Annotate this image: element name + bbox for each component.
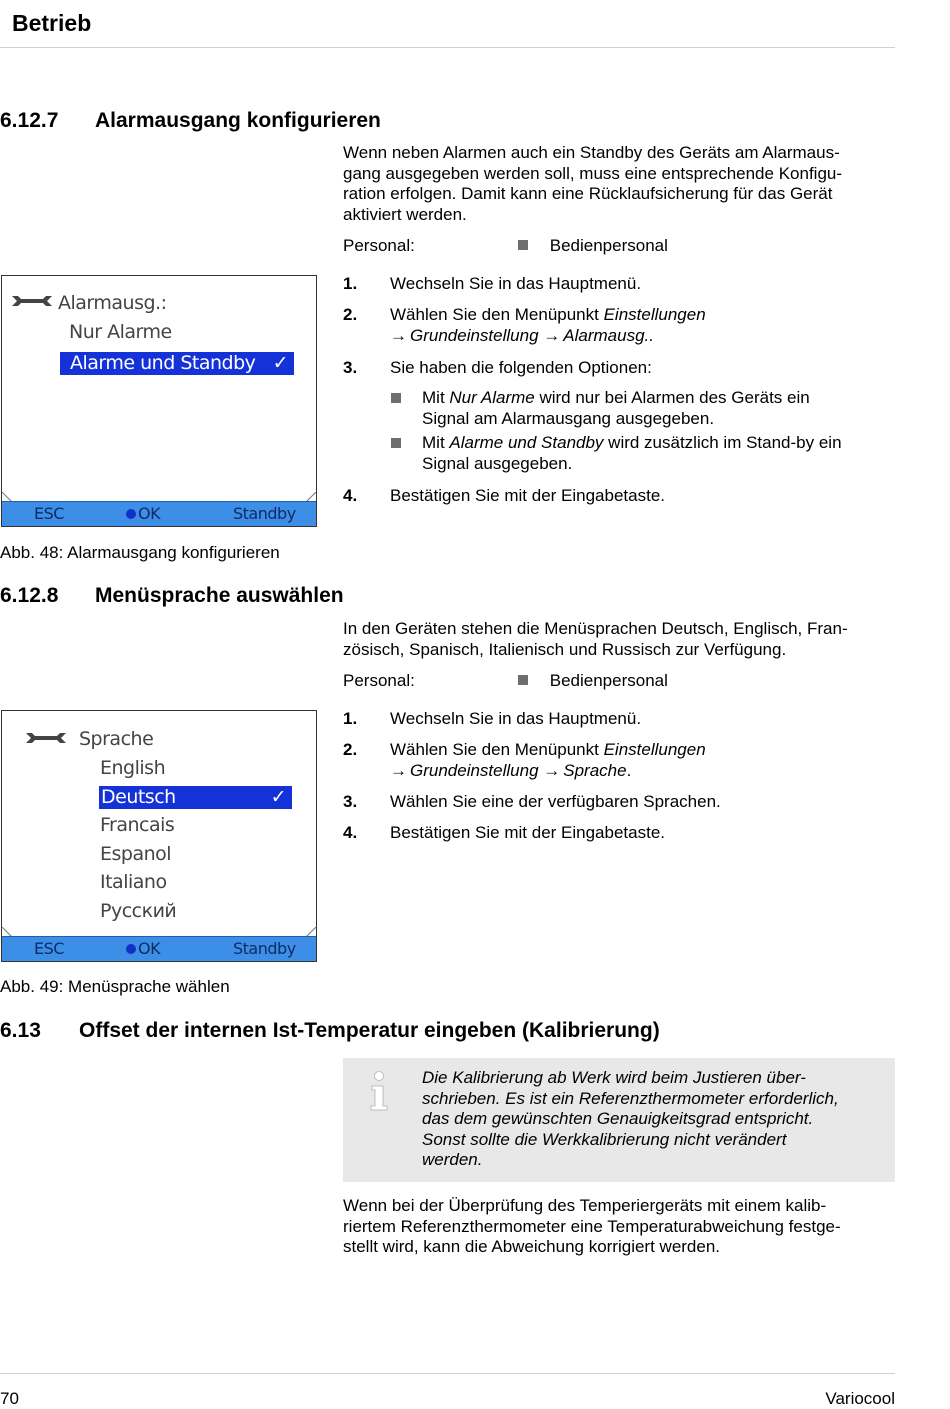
intro-line: aktiviert werden. xyxy=(343,204,467,224)
section-title: Offset der internen Ist-Temperatur eingeben (Kalibrierung) xyxy=(79,1019,660,1042)
menu-path-item: Sprache xyxy=(563,760,627,780)
option-text xyxy=(422,433,892,474)
step-text: Bestätigen Sie mit der Eingabetaste. xyxy=(390,823,665,842)
info-icon xyxy=(367,1070,391,1112)
menu-path-item: Alarmausg. xyxy=(563,325,650,345)
personal-value xyxy=(518,236,668,256)
menu-path-item: Grundeinstellung xyxy=(410,760,539,780)
intro-line: In den Geräten stehen die Menüsprachen Deutsch, Englisch, Fran- xyxy=(343,619,848,638)
menu-path-item: Einstellungen xyxy=(603,305,706,324)
language-option: Русский xyxy=(100,900,177,922)
arrow-right-icon: → xyxy=(543,760,561,780)
softkey-esc[interactable]: ESC xyxy=(34,939,64,958)
personal-label: Personal: xyxy=(343,236,415,255)
step-text: Wechseln Sie in das Hauptmenü. xyxy=(390,709,642,728)
menu-path-item: Grundeinstellung xyxy=(410,325,539,345)
step-text: Bestätigen Sie mit der Eingabetaste. xyxy=(390,486,665,505)
figure-caption: Abb. 48: Alarmausgang konfigurieren xyxy=(0,543,280,562)
ok-dot-icon xyxy=(126,509,136,519)
step-number: 1. xyxy=(343,274,358,293)
screen-title: Alarmausg.: xyxy=(58,292,167,314)
intro-line: zösisch, Spanisch, Italienisch und Russisch zur Verfügung. xyxy=(343,639,787,659)
ok-dot-icon xyxy=(126,944,136,954)
section-number: 6.13 xyxy=(0,1019,41,1042)
language-option: Italiano xyxy=(100,871,167,893)
step-text: Wählen Sie den Menüpunkt Einstellungen → Grundeinstellung → Sprache. xyxy=(390,740,706,780)
option-name: Alarme und Standby xyxy=(449,433,604,452)
screen-title: Sprache xyxy=(79,728,154,750)
step-text-part: Wählen Sie den Menüpunkt xyxy=(390,305,604,324)
section-title: Alarmausgang konfigurieren xyxy=(95,109,381,132)
softkey-standby[interactable]: Standby xyxy=(233,504,296,523)
step-text: Wählen Sie den Menüpunkt Einstellungen → Grundeinstellung → Alarmausg.. xyxy=(390,305,706,345)
screen-option: Nur Alarme xyxy=(69,321,172,343)
personal-value xyxy=(518,671,668,691)
bullet-square-icon xyxy=(391,438,401,448)
body-line: riertem Referenzthermometer eine Temperaturabweichung festge- xyxy=(343,1216,841,1236)
personal-value-text: Bedienpersonal xyxy=(549,671,668,690)
section-number: 6.12.7 xyxy=(0,109,59,132)
section-6-12-7-heading xyxy=(0,109,381,133)
softkey-ok[interactable] xyxy=(126,939,160,958)
section-6-13-heading xyxy=(0,1019,660,1043)
note-line: Die Kalibrierung ab Werk wird beim Justieren über- xyxy=(422,1068,806,1087)
step-text: Wechseln Sie in das Hauptmenü. xyxy=(390,274,642,293)
softkey-ok-label: OK xyxy=(138,939,161,958)
section-6-12-8-heading xyxy=(0,584,344,608)
product-name: Variocool xyxy=(825,1389,895,1408)
language-option: Espanol xyxy=(100,843,172,865)
footer-rule xyxy=(0,1373,895,1374)
softkey-ok[interactable] xyxy=(126,504,160,523)
intro-line: ration erfolgen. Damit kann eine Rücklaufsicherung für das Gerät xyxy=(343,184,833,203)
step-text-part: Wählen Sie den Menüpunkt xyxy=(390,740,604,759)
intro-line: Wenn neben Alarmen auch ein Standby des Geräts am Alarmaus- xyxy=(343,143,840,162)
page-header-title: Betrieb xyxy=(12,10,92,36)
wrench-icon xyxy=(24,730,68,746)
step-number: 4. xyxy=(343,486,358,505)
info-note-text xyxy=(422,1068,887,1171)
note-line: schrieben. Es ist ein Referenzthermometer erforderlich, xyxy=(422,1088,839,1108)
option-pre: Mit xyxy=(422,388,450,407)
screen-option-selected xyxy=(60,352,294,375)
note-line: werden. xyxy=(422,1150,483,1169)
device-screen-alarm xyxy=(1,275,317,527)
option-post: Signal am Alarmausgang ausgegeben. xyxy=(422,408,715,428)
info-note-box xyxy=(343,1058,895,1182)
selected-label: Alarme und Standby xyxy=(70,352,256,374)
step-number: 2. xyxy=(343,305,358,324)
language-option: Francais xyxy=(100,814,175,836)
checkmark-icon: ✓ xyxy=(272,352,288,374)
figure-caption: Abb. 49: Menüsprache wählen xyxy=(0,977,230,996)
section-6-12-7-intro xyxy=(343,143,903,225)
option-pre: Mit xyxy=(422,433,450,452)
header-rule xyxy=(0,47,895,48)
option-post: wird zusätzlich im Stand-by ein xyxy=(603,433,842,452)
selected-label: Deutsch xyxy=(101,786,176,808)
note-line: das dem gewünschten Genauigkeitsgrad entspricht. xyxy=(422,1109,814,1128)
arrow-right-icon: → xyxy=(390,325,407,345)
option-text xyxy=(422,388,892,429)
softkey-ok-label: OK xyxy=(138,504,161,523)
language-option-selected xyxy=(99,786,292,809)
section-6-13-body xyxy=(343,1196,903,1258)
menu-path-item: Einstellungen xyxy=(603,740,706,759)
step-number: 2. xyxy=(343,740,358,759)
softkey-bar xyxy=(2,501,316,526)
option-name: Nur Alarme xyxy=(449,388,535,407)
option-post: wird nur bei Alarmen des Geräts ein xyxy=(534,388,810,407)
bullet-square-icon xyxy=(518,675,528,685)
section-number: 6.12.8 xyxy=(0,584,59,607)
softkey-esc[interactable]: ESC xyxy=(34,504,64,523)
step-number: 3. xyxy=(343,792,358,811)
personal-label: Personal: xyxy=(343,671,415,690)
arrow-right-icon: → xyxy=(543,325,561,345)
device-screen-language xyxy=(1,710,317,962)
step-number: 3. xyxy=(343,358,358,377)
section-title: Menüsprache auswählen xyxy=(95,584,344,607)
checkmark-icon: ✓ xyxy=(270,786,286,808)
bullet-square-icon xyxy=(518,240,528,250)
language-option: English xyxy=(100,757,166,779)
step-text: Sie haben die folgenden Optionen: xyxy=(390,358,652,377)
arrow-right-icon: → xyxy=(390,760,407,780)
body-line: stellt wird, kann die Abweichung korrigiert werden. xyxy=(343,1237,721,1256)
note-line: Sonst sollte die Werkkalibrierung nicht verändert xyxy=(422,1129,787,1149)
step-text: Wählen Sie eine der verfügbaren Sprachen. xyxy=(390,792,721,811)
section-6-12-8-intro xyxy=(343,619,903,660)
step-number: 4. xyxy=(343,823,358,842)
body-line: Wenn bei der Überprüfung des Temperiergeräts mit einem kalib- xyxy=(343,1196,827,1215)
intro-line: gang ausgegeben werden soll, muss eine entsprechende Konfigu- xyxy=(343,163,843,183)
softkey-bar xyxy=(2,936,316,961)
wrench-icon xyxy=(10,293,54,309)
softkey-standby[interactable]: Standby xyxy=(233,939,296,958)
personal-value-text: Bedienpersonal xyxy=(549,236,668,255)
bullet-square-icon xyxy=(391,393,401,403)
option-post: Signal ausgegeben. xyxy=(422,453,573,473)
step-number: 1. xyxy=(343,709,358,728)
page-number: 70 xyxy=(0,1389,19,1408)
